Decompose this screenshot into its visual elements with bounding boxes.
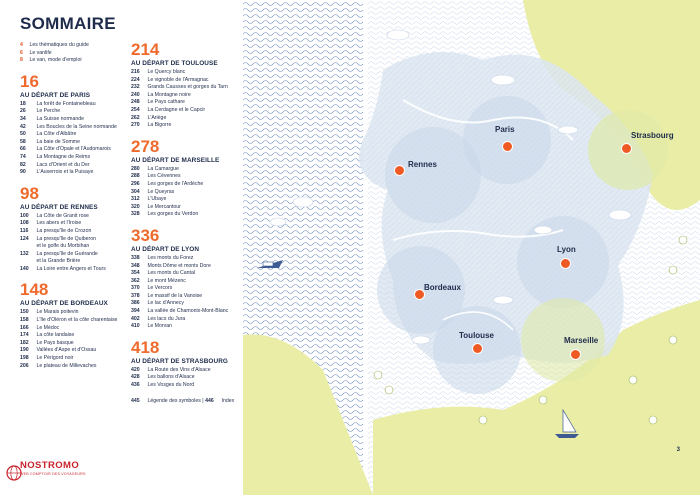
entry-label: Le mont Mézenc [147,277,186,284]
toc-entry[interactable] [131,316,251,324]
toc-entry[interactable] [131,293,251,301]
entry-label: Lacs d'Orient et du Der [36,161,90,168]
toc-entry[interactable] [20,347,130,355]
toc-entry[interactable] [131,107,251,115]
toc-entry[interactable] [20,220,130,228]
entry-page-number: 182 [20,339,29,346]
entry-label: La vallée de Chamonix-Mont-Blanc [147,308,229,315]
entry-label: La Camargue [147,165,179,172]
toc-entry[interactable] [20,131,130,139]
entry-page-number: 124 [20,235,29,242]
brand-tagline: WEB COMPTOIR DES VOYAGEURS [20,472,86,476]
entry-page-number: 108 [20,220,29,227]
entry-page-number: 428 [131,374,140,381]
entry-page-number: 288 [131,173,140,180]
entry-page-number: 320 [131,203,140,210]
entry-label: La Côte d'Albâtre [36,131,77,138]
entry-page-number: 150 [20,309,29,316]
city-marker-toulouse[interactable] [472,343,483,354]
entry-page-number: 66 [20,146,26,153]
section-heading: AU DÉPART DE MARSEILLE [131,156,220,164]
toc-entry[interactable] [131,300,251,308]
entry-page-number: 240 [131,91,140,98]
section-start-page: 214 [131,40,160,59]
entry-page-number: 262 [131,114,140,121]
entry-page-number: 386 [131,300,140,307]
entry-label: La presqu'île de Quiberon [36,235,96,242]
city-label-paris[interactable]: Paris [495,125,515,134]
entry-page-number: 198 [20,355,29,362]
toc-entry[interactable]: 6 Le vanlife [20,49,52,56]
city-marker-lyon[interactable] [560,258,571,269]
entry-label: Le Mercantour [147,203,181,210]
entry-label: et la Grande Brière [36,258,81,265]
entry-label: Les abers et l'Iroise [36,220,82,227]
entry-page-number: 26 [20,108,26,115]
section-start-page: 98 [20,183,39,203]
entry-page-number: 312 [131,196,140,203]
entry-page-number: 420 [131,366,140,373]
toc-entry[interactable] [131,99,251,107]
section-start-page: 148 [20,280,49,300]
section-start-page: 336 [131,225,160,245]
entry-label: Le Perche [36,108,61,115]
toc-entry[interactable] [131,189,251,197]
toc-entry[interactable] [20,116,130,124]
index-page[interactable]: 446 [205,397,214,404]
toc-entry[interactable] [131,122,251,130]
entry-label: La Loire entre Angers et Tours [36,265,106,272]
section-heading: AU DÉPART DE STRASBOURG [131,357,228,365]
toc-entry[interactable] [20,146,130,154]
city-marker-marseille[interactable] [570,349,581,360]
toc-entry[interactable]: 8 Le van, mode d'emploi [20,57,82,64]
city-label-marseille[interactable]: Marseille [564,336,599,345]
city-marker-strasbourg[interactable] [621,143,632,154]
entry-label: L'Ariège [147,114,167,121]
entry-label: La forêt de Fontainebleau [36,100,96,107]
entry-label: Les monts du Cantal [147,270,196,277]
entry-page-number: 254 [131,106,140,113]
entry-label: Le lac d'Annecy [147,300,184,307]
entry-label: Le massif de la Vanoise [147,292,203,299]
toc-entry[interactable] [20,258,130,266]
entry-label: Grands Causses et gorges du Tarn [147,84,228,91]
entry-label: La Bigorre [147,122,172,129]
legend-label[interactable]: Légende des symboles [147,397,201,404]
section-heading: AU DÉPART DE TOULOUSE [131,60,218,67]
toc-entry[interactable] [20,108,130,116]
toc-entry[interactable] [20,228,130,236]
entry-page-number: 140 [20,265,29,272]
entry-page-number: 248 [131,99,140,106]
entry-label: Les monts du Forez [147,254,194,261]
entry-label: Les lacs du Jura [147,315,186,322]
toc-entry[interactable] [20,340,130,348]
toc-entry[interactable] [131,263,251,271]
region-circle [463,96,551,184]
entry-label: Le Quercy blanc [147,69,186,75]
entry-page-number: 280 [131,165,140,172]
entry-label: Les Vosges du Nord [147,382,195,389]
entry-page-number: 18 [20,100,26,107]
entry-label: Les Boucles de la Seine normande [36,123,117,130]
entry-label: La Côte de Granit rose [36,212,89,219]
entry-label: Le Morvan [147,323,172,330]
toc-entry[interactable] [131,77,251,85]
entry-label: Le Périgord noir [36,355,74,362]
entry-page-number: 166 [20,324,29,331]
entry-label: Le vignoble de l'Armagnac [147,76,209,83]
section-heading: AU DÉPART DE RENNES [20,203,98,211]
toc-entry[interactable] [20,236,130,244]
toc-entry[interactable] [131,181,251,189]
entry-page-number: 82 [20,161,26,168]
toc-entry[interactable] [131,196,251,204]
toc-entry[interactable] [131,115,251,123]
city-label-toulouse[interactable]: Toulouse [459,331,494,340]
toc-entry[interactable] [20,266,130,274]
entry-page-number: 348 [131,262,140,269]
toc-entry[interactable] [131,166,251,174]
entry-label: Les gorges du Verdon [147,211,199,218]
entry-label: L'Ubaye [147,196,167,203]
toc-entry[interactable] [20,162,130,170]
city-marker-paris[interactable] [502,141,513,152]
entry-label: La côte landaise [36,332,75,339]
entry-label: La Côte d'Opale et l'Audomarois [36,146,111,153]
entry-page-number: 206 [20,362,29,369]
toc-entry[interactable] [20,169,130,177]
toc-entry[interactable] [20,309,130,317]
entry-label: Le Marais poitevin [36,309,79,316]
toc-entry[interactable] [20,363,130,371]
toc-entry[interactable]: 4 Les thématiques du guide [20,42,89,48]
toc-entry[interactable] [131,367,251,375]
toc-entry[interactable] [131,308,251,316]
toc-entry[interactable] [20,154,130,162]
entry-page-number: 100 [20,212,29,219]
toc-entry[interactable] [131,278,251,286]
entry-page-number: 132 [20,250,29,257]
entry-label: Le plateau de Millevaches [36,362,97,369]
toc-column-2 [131,40,251,405]
toc-entry[interactable] [20,243,130,251]
entry-page-number: 190 [20,347,29,354]
toc-entry[interactable] [20,355,130,363]
toc-entry[interactable] [20,251,130,259]
page-title: SOMMAIRE [20,14,116,33]
entry-label: L'Auxerrois et la Puisaye [36,169,94,176]
section-heading: AU DÉPART DE LYON [131,245,200,253]
section-heading: AU DÉPART DE BORDEAUX [20,300,108,308]
entry-page-number: 394 [131,308,140,315]
legend-index-line [131,398,251,406]
page-number: 3 [676,447,680,453]
entry-label: La presqu'île de Guérande [36,250,98,257]
toc-entry[interactable] [131,211,251,219]
entry-label: L'île d'Oléron et la côte charentaise [36,317,118,324]
france-map [243,0,700,495]
entry-label: La baie de Somme [36,138,80,145]
city-marker-bordeaux[interactable] [414,289,425,300]
toc-entry[interactable] [131,270,251,278]
entry-label: Le Pays cathare [147,99,185,106]
toc-entry[interactable] [20,213,130,221]
entry-page-number: 158 [20,317,29,324]
toc-entry[interactable] [131,173,251,181]
entry-page-number: 58 [20,138,26,145]
entry-page-number: 362 [131,277,140,284]
toc-entry[interactable] [131,204,251,212]
toc-entry[interactable] [20,124,130,132]
city-marker-rennes[interactable] [394,165,405,176]
toc-entry[interactable] [20,325,130,333]
entry-page-number: 42 [20,123,26,130]
entry-page-number: 224 [131,76,140,83]
entry-page-number: 90 [20,169,26,176]
entry-label: Le Vercors [147,285,173,292]
map-illustration [243,0,700,495]
toc-entry[interactable] [20,139,130,147]
entry-page-number: 410 [131,323,140,330]
section-start-page: 418 [131,337,160,357]
toc-entry[interactable] [20,317,130,325]
entry-page-number: 116 [20,227,29,234]
entry-label: et le golfe du Morbihan [36,243,90,250]
entry-page-number: 328 [131,211,140,218]
toc-entry[interactable] [131,69,251,77]
legend-page[interactable]: 445 [131,397,140,404]
entry-label: Le Queyras [147,188,175,195]
city-label-lyon[interactable]: Lyon [557,245,576,254]
toc-entry[interactable] [131,92,251,100]
index-label[interactable]: Index [221,397,235,404]
city-label-bordeaux[interactable]: Bordeaux [424,283,461,292]
intro-list [20,42,130,65]
entry-label: La Montagne de Reims [36,153,91,160]
entry-page-number: 296 [131,180,140,187]
entry-page-number: 370 [131,285,140,292]
toc-column-1 [20,42,130,370]
entry-page-number: 34 [20,115,26,122]
entry-label: Le Pays basque [36,339,74,346]
entry-page-number: 338 [131,254,140,261]
section-heading: AU DÉPART DE PARIS [20,91,91,99]
entry-page-number: 216 [131,69,140,75]
entry-page-number: 50 [20,131,26,138]
entry-label: La Suisse normande [36,115,85,122]
entry-label: Les ballons d'Alsace [147,374,195,381]
entry-label: La presqu'île de Crozon [36,227,92,234]
entry-label: Vallées d'Aspe et d'Ossau [36,347,97,354]
entry-page-number: 74 [20,153,26,160]
entry-page-number: 270 [131,122,140,129]
entry-page-number: 354 [131,270,140,277]
section-start-page: 16 [20,71,39,91]
entry-label: La Montagne noire [147,91,191,98]
brand-name: NOSTROMO [20,460,80,471]
toc-entry[interactable] [20,332,130,340]
entry-label: La Cerdagne et le Capcir [147,106,206,113]
entry-page-number: 232 [131,84,140,91]
entry-label: Les Cévennes [147,173,181,180]
entry-label: Les gorges de l'Ardèche [147,180,204,187]
city-label-rennes[interactable]: Rennes [408,160,437,169]
entry-page-number: 304 [131,188,140,195]
entry-page-number: 436 [131,382,140,389]
entry-label: La Route des Vins d'Alsace [147,366,211,373]
entry-label: Le Médoc [36,324,60,331]
entry-label: Monts Dôme et monts Dore [147,262,211,269]
separator: | [202,397,204,404]
entry-page-number: 402 [131,315,140,322]
city-label-strasbourg[interactable]: Strasbourg [631,131,674,140]
toc-entry[interactable] [131,382,251,390]
toc-entry[interactable] [131,285,251,293]
toc-entry[interactable] [20,101,130,109]
entry-page-number: 378 [131,292,140,299]
entry-page-number: 174 [20,332,29,339]
toc-entry[interactable] [131,84,251,92]
toc-entry[interactable] [131,323,251,331]
section-start-page: 278 [131,136,160,156]
toc-entry[interactable] [131,255,251,263]
toc-entry[interactable] [131,374,251,382]
